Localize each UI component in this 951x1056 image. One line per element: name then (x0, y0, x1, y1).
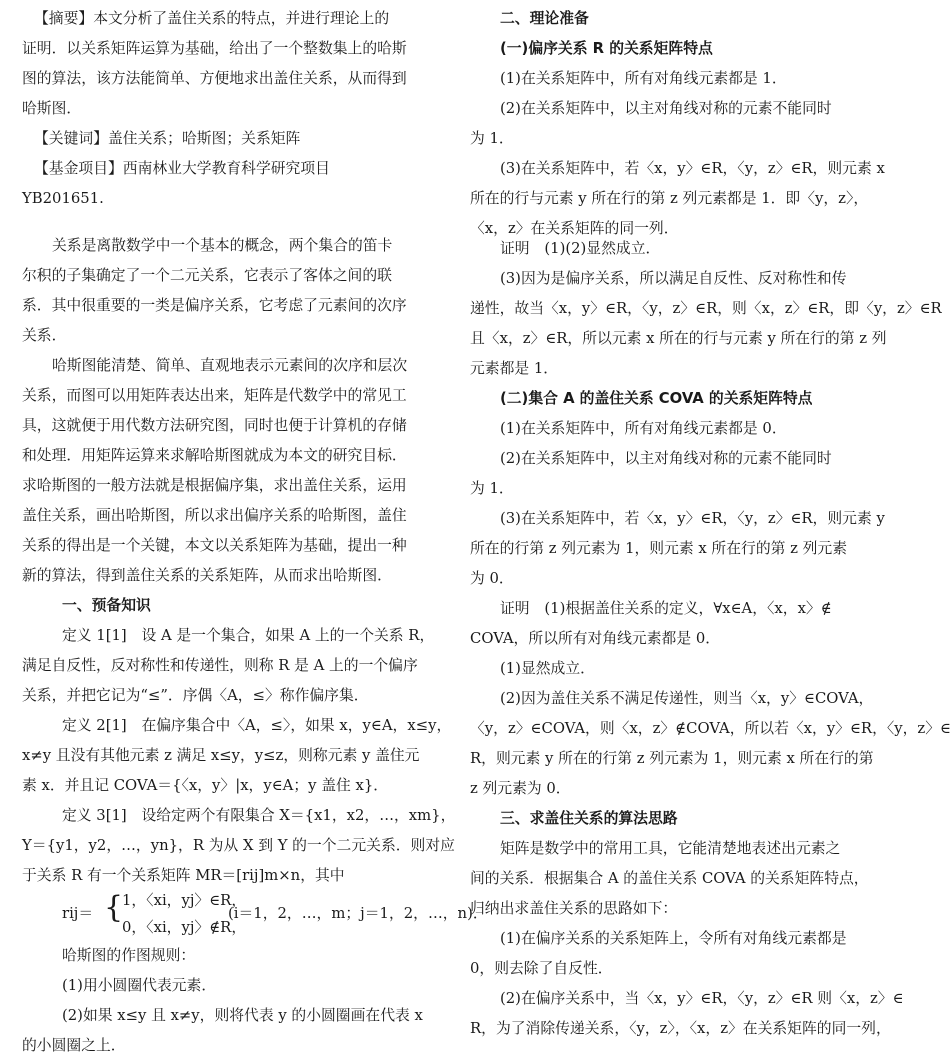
proof-1-line-5: 元素都是 1． (470, 360, 559, 377)
intro-line-3: 系．其中很重要的一类是偏序关系，它考虑了元素间的次序 (22, 297, 407, 314)
section-heading-1: 一、预备知识 (62, 597, 151, 614)
algo-step-1-line-2: 0，则去除了自反性． (470, 960, 613, 977)
definition-1-line-3: 关系，并把它记为“≤”．序偶〈A，≤〉称作偏序集． (22, 687, 369, 704)
intro-line-10: 盖住关系，画出哈斯图，所以求出偏序关系的哈斯图，盖住 (22, 507, 407, 524)
subsection-heading-2: (二)集合 A 的盖住关系 COVA 的关系矩阵特点 (500, 390, 813, 407)
definition-3-line-1: 定义 3[1] 设给定两个有限集合 X＝{x1，x2，…，xm}， (62, 807, 456, 824)
intro-line-12: 新的算法，得到盖住关系的关系矩阵，从而求出哈斯图． (22, 567, 392, 584)
hasse-rule-2-line-2: 的小圆圈之上． (22, 1037, 126, 1054)
cov-property-3-line-3: 为 0． (470, 570, 514, 587)
abstract-line-1: 【摘要】本文分析了盖住关系的特点，并进行理论上的 (34, 10, 390, 27)
property-2-line-1: (2)在关系矩阵中，以主对角线对称的元素不能同时 (500, 100, 832, 117)
definition-2-line-2: x≠y 且没有其他元素 z 满足 x≤y，y≤z，则称元素 y 盖住元 (22, 747, 420, 764)
proof-2-line-4: (2)因为盖住关系不满足传递性，则当〈x，y〉∈COVA， (500, 690, 874, 707)
proof-1-line-4: 且〈x，z〉∈R，所以元素 x 所在的行与元素 y 所在行的第 z 列 (470, 330, 887, 347)
matrix-formula-case-0: 0，〈xi，yj〉∉R， (122, 919, 247, 936)
intro-line-9: 求哈斯图的一般方法就是根据偏序集，求出盖住关系，运用 (22, 477, 407, 494)
definition-3-line-2: Y＝{y1，y2，…，yn}，R 为从 X 到 Y 的一个二元关系．则对应 (22, 837, 455, 854)
intro-line-1: 关系是离散数学中一个基本的概念，两个集合的笛卡 (52, 237, 393, 254)
abstract-line-3: 图的算法，该方法能简单、方便地求出盖住关系，从而得到 (22, 70, 407, 87)
proof-2-line-5: 〈y，z〉∈COVA，则〈x，z〉∉COVA，所以若〈x，y〉∈R，〈y，z〉∈ (470, 720, 951, 737)
algo-line-2: 间的关系．根据集合 A 的盖住关系 COVA 的关系矩阵特点， (470, 870, 869, 887)
proof-1-line-3: 递性，故当〈x，y〉∈R，〈y，z〉∈R，则〈x，z〉∈R，即〈y，z〉∈R (470, 300, 942, 317)
algo-line-3: 归纳出求盖住关系的思路如下： (470, 900, 678, 917)
intro-line-6: 关系，而图可以用矩阵表达出来，矩阵是代数学中的常见工 (22, 387, 407, 404)
proof-1-line-2: (3)因为是偏序关系，所以满足自反性、反对称性和传 (500, 270, 847, 287)
keywords-line: 【关键词】盖住关系；哈斯图；关系矩阵 (34, 130, 301, 147)
hasse-rule-1: (1)用小圆圈代表元素． (62, 977, 217, 994)
hasse-rule-2-line-1: (2)如果 x≤y 且 x≠y，则将代表 y 的小圆圈画在代表 x (62, 1007, 423, 1024)
proof-2-line-2: COVA，所以所有对角线元素都是 0． (470, 630, 721, 647)
abstract-line-4: 哈斯图． (22, 100, 82, 117)
proof-2-line-7: z 列元素为 0． (470, 780, 571, 797)
matrix-formula-range: (i＝1，2，…，m；j＝1，2，…，n)． (228, 905, 488, 922)
matrix-formula-case-1: 1，〈xi，yj〉∈R， (122, 892, 247, 909)
algo-step-1-line-1: (1)在偏序关系的关系矩阵上，令所有对角线元素都是 (500, 930, 847, 947)
brace-symbol: { (104, 890, 124, 925)
fund-line: 【基金项目】西南林业大学教育科学研究项目 (34, 160, 330, 177)
subsection-heading-1: (一)偏序关系 R 的关系矩阵特点 (500, 40, 713, 57)
intro-line-8: 和处理．用矩阵运算来求解哈斯图就成为本文的研究目标． (22, 447, 407, 464)
intro-line-4: 关系． (22, 327, 67, 344)
definition-1-line-1: 定义 1[1] 设 A 是一个集合，如果 A 上的一个关系 R， (62, 627, 435, 644)
cov-property-1: (1)在关系矩阵中，所有对角线元素都是 0． (500, 420, 787, 437)
matrix-formula-lhs: rij＝ (62, 905, 94, 922)
section-heading-2: 二、理论准备 (500, 10, 589, 27)
algo-line-1: 矩阵是数学中的常用工具，它能清楚地表述出元素之 (500, 840, 841, 857)
cov-property-2-line-1: (2)在关系矩阵中，以主对角线对称的元素不能同时 (500, 450, 832, 467)
algo-step-2-line-1: (2)在偏序关系中，当〈x，y〉∈R，〈y，z〉∈R 则〈x，z〉∈ (500, 990, 904, 1007)
abstract-line-2: 证明．以关系矩阵运算为基础，给出了一个整数集上的哈斯 (22, 40, 407, 57)
intro-line-2: 尔积的子集确定了一个二元关系，它表示了客体之间的联 (22, 267, 392, 284)
property-3-line-3: 〈x，z〉在关系矩阵的同一列． (470, 220, 679, 237)
cov-property-2-line-2: 为 1． (470, 480, 514, 497)
fund-code-line: YB201651. (22, 190, 104, 207)
intro-line-7: 具，这就便于用代数方法研究图，同时也便于计算机的存储 (22, 417, 407, 434)
proof-2-line-3: (1)显然成立． (500, 660, 595, 677)
definition-3-line-3: 于关系 R 有一个关系矩阵 MR＝[rij]m×n，其中 (22, 867, 345, 884)
intro-line-5: 哈斯图能清楚、简单、直观地表示元素间的次序和层次 (52, 357, 408, 374)
algo-step-2-line-2: R，为了消除传递关系，〈y，z〉，〈x，z〉在关系矩阵的同一列， (470, 1020, 891, 1037)
definition-2-line-3: 素 x．并且记 COVA＝{〈x，y〉|x，y∈A；y 盖住 x}． (22, 777, 389, 794)
definition-1-line-2: 满足自反性，反对称性和传递性，则称 R 是 A 上的一个偏序 (22, 657, 418, 674)
proof-2-line-6: R，则元素 y 所在的行第 z 列元素为 1，则元素 x 所在行的第 (470, 750, 874, 767)
proof-1-line-1: 证明 (1)(2)显然成立． (500, 240, 661, 257)
hasse-rules-title: 哈斯图的作图规则： (62, 947, 196, 964)
property-3-line-2: 所在的行与元素 y 所在行的第 z 列元素都是 1．即〈y，z〉， (470, 190, 869, 207)
section-heading-3: 三、求盖住关系的算法思路 (500, 810, 678, 827)
cov-property-3-line-1: (3)在关系矩阵中，若〈x，y〉∈R，〈y，z〉∈R，则元素 y (500, 510, 885, 527)
property-2-line-2: 为 1． (470, 130, 514, 147)
proof-2-line-1: 证明 (1)根据盖住关系的定义，∀x∈A，〈x，x〉∉ (500, 600, 832, 617)
property-1: (1)在关系矩阵中，所有对角线元素都是 1． (500, 70, 787, 87)
property-3-line-1: (3)在关系矩阵中，若〈x，y〉∈R，〈y，z〉∈R，则元素 x (500, 160, 885, 177)
intro-line-11: 关系的得出是一个关键，本文以关系矩阵为基础，提出一种 (22, 537, 407, 554)
definition-2-line-1: 定义 2[1] 在偏序集合中〈A，≤〉，如果 x，y∈A，x≤y， (62, 717, 452, 734)
cov-property-3-line-2: 所在的行第 z 列元素为 1，则元素 x 所在行的第 z 列元素 (470, 540, 848, 557)
